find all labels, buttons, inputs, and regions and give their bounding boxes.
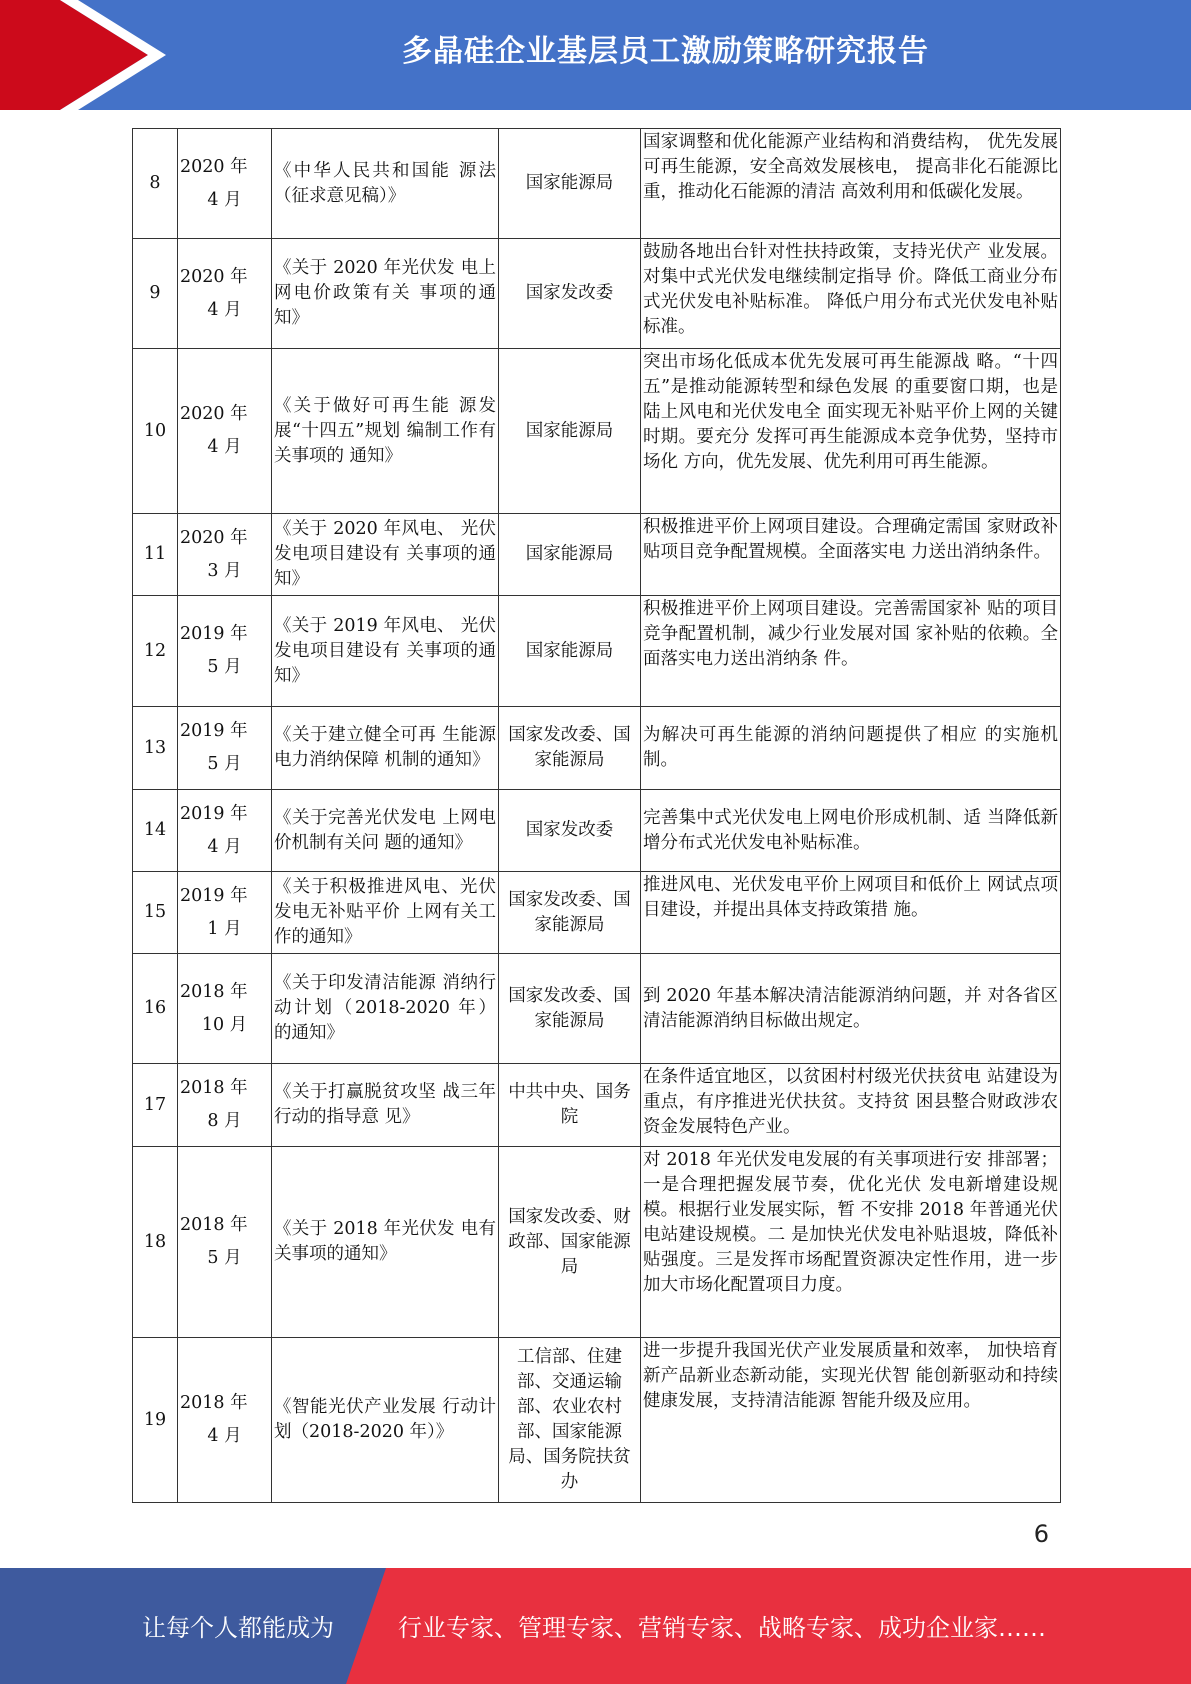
cell-document: 《关于印发清洁能源 消纳行动计划（2018-2020 年）的通知》 (272, 954, 499, 1064)
cell-number: 13 (133, 707, 178, 790)
cell-number: 19 (133, 1338, 178, 1503)
date-month: 5 月 (207, 657, 242, 677)
cell-date (178, 872, 272, 954)
cell-issuer: 国家发改委、财政部、国家能源局 (499, 1147, 641, 1338)
date-month: 4 月 (207, 437, 242, 457)
cell-date (178, 349, 272, 514)
cell-content: 完善集中式光伏发电上网电价形成机制、适 当降低新增分布式光伏发电补贴标准。 (641, 790, 1061, 872)
cell-date (178, 954, 272, 1064)
table-row (133, 596, 1061, 707)
date-month: 8 月 (207, 1111, 242, 1131)
cell-content: 国家调整和优化能源产业结构和消费结构， 优先发展可再生能源，安全高效发展核电， 提高非化石能源比重，推动化石能源的清洁 高效利用和低碳化发展。 (641, 129, 1061, 239)
policy-table-container (132, 128, 1060, 1503)
cell-issuer: 国家发改委、国家能源局 (499, 954, 641, 1064)
cell-number: 16 (133, 954, 178, 1064)
cell-issuer: 中共中央、国务院 (499, 1064, 641, 1147)
date-month: 4 月 (207, 189, 242, 210)
page-header (0, 0, 1191, 110)
date-year: 2019 年 (180, 624, 248, 644)
date-year: 2020 年 (180, 266, 248, 287)
cell-issuer: 国家能源局 (499, 349, 641, 514)
cell-number: 12 (133, 596, 178, 707)
cell-number: 17 (133, 1064, 178, 1147)
cell-document: 《智能光伏产业发展 行动计划（2018-2020 年）》 (272, 1338, 499, 1503)
table-row (133, 1338, 1061, 1503)
cell-content: 积极推进平价上网项目建设。完善需国家补 贴的项目竞争配置机制，减少行业发展对国 家补贴的依赖。全面落实电力送出消纳条 件。 (641, 596, 1061, 707)
table-row (133, 239, 1061, 349)
table-row (133, 129, 1061, 239)
footer-slogan-left: 让每个人都能成为 (142, 1614, 334, 1642)
date-year: 2019 年 (180, 721, 248, 741)
cell-date (178, 790, 272, 872)
policy-table (132, 128, 1061, 1503)
date-year: 2019 年 (180, 803, 248, 824)
page-number: 6 (1033, 1520, 1049, 1548)
date-month: 4 月 (207, 299, 242, 320)
date-year: 2018 年 (180, 981, 248, 1002)
date-month: 4 月 (207, 836, 242, 857)
cell-number: 18 (133, 1147, 178, 1338)
cell-issuer: 国家能源局 (499, 129, 641, 239)
cell-content: 到 2020 年基本解决清洁能源消纳问题，并 对各省区清洁能源消纳目标做出规定。 (641, 954, 1061, 1064)
cell-document: 《关于做好可再生能 源发展“十四五”规划 编制工作有关事项的 通知》 (272, 349, 499, 514)
cell-date (178, 239, 272, 349)
cell-date (178, 707, 272, 790)
cell-date (178, 1147, 272, 1338)
table-row (133, 790, 1061, 872)
date-month: 1 月 (207, 918, 242, 939)
cell-date (178, 1064, 272, 1147)
cell-issuer: 国家能源局 (499, 514, 641, 596)
cell-date (178, 514, 272, 596)
cell-date (178, 1338, 272, 1503)
table-row (133, 1147, 1061, 1338)
report-title: 多晶硅企业基层员工激励策略研究报告 (402, 34, 929, 69)
table-row (133, 707, 1061, 790)
date-year: 2018 年 (180, 1393, 248, 1413)
cell-content: 积极推进平价上网项目建设。合理确定需国 家财政补贴项目竞争配置规模。全面落实电 力送出消纳条件。 (641, 514, 1061, 596)
cell-date (178, 596, 272, 707)
date-year: 2020 年 (180, 404, 248, 424)
cell-number: 10 (133, 349, 178, 514)
date-month: 4 月 (207, 1426, 242, 1446)
cell-document: 《关于 2018 年光伏发 电有关事项的通知》 (272, 1147, 499, 1338)
table-row (133, 514, 1061, 596)
cell-content: 突出市场化低成本优先发展可再生能源战 略。“十四五”是推动能源转型和绿色发展 的重要窗口期，也是陆上风电和光伏发电全 面实现无补贴平价上网的关键时期。要充分 发挥可再生能源成本竞争优势，坚持市场化 方向，优先发展、优先利用可再生能源。 (641, 349, 1061, 514)
cell-issuer: 国家发改委 (499, 790, 641, 872)
cell-issuer: 国家能源局 (499, 596, 641, 707)
date-month: 10 月 (201, 1014, 248, 1035)
cell-issuer: 工信部、住建部、交通运输部、农业农村部、国家能源局、国务院扶贫办 (499, 1338, 641, 1503)
cell-date (178, 129, 272, 239)
cell-issuer: 国家发改委、国家能源局 (499, 707, 641, 790)
date-month: 5 月 (207, 754, 242, 774)
date-month: 5 月 (207, 1248, 242, 1268)
date-year: 2020 年 (180, 527, 248, 548)
table-row (133, 872, 1061, 954)
cell-number: 11 (133, 514, 178, 596)
cell-document: 《关于完善光伏发电 上网电价机制有关问 题的通知》 (272, 790, 499, 872)
cell-content: 对 2018 年光伏发电发展的有关事项进行安 排部署；一是合理把握发展节奏，优化光伏 发电新增建设规模。根据行业发展实际，暂 不安排 2018 年普通光伏电站建设规模。二 是加快光伏发电补贴退坡，降低补贴强度。三是发挥市场配置资源决定性作用，进一步 加大市场化配置项目力度。 (641, 1147, 1061, 1338)
cell-content: 为解决可再生能源的消纳问题提供了相应 的实施机制。 (641, 707, 1061, 790)
table-row (133, 1064, 1061, 1147)
cell-document: 《关于建立健全可再 生能源电力消纳保障 机制的通知》 (272, 707, 499, 790)
policy-table-body (133, 129, 1061, 1503)
cell-document: 《关于打赢脱贫攻坚 战三年行动的指导意 见》 (272, 1064, 499, 1147)
cell-number: 14 (133, 790, 178, 872)
cell-document: 《关于 2020 年风电、 光伏发电项目建设有 关事项的通知》 (272, 514, 499, 596)
date-year: 2020 年 (180, 156, 248, 177)
table-row (133, 349, 1061, 514)
cell-issuer: 国家发改委 (499, 239, 641, 349)
cell-content: 鼓励各地出台针对性扶持政策，支持光伏产 业发展。对集中式光伏发电继续制定指导 价。降低工商业分布式光伏发电补贴标准。 降低户用分布式光伏发电补贴标准。 (641, 239, 1061, 349)
date-year: 2019 年 (180, 885, 248, 906)
cell-document: 《关于 2019 年风电、 光伏发电项目建设有 关事项的通知》 (272, 596, 499, 707)
cell-document: 《关于积极推进风电、光伏发电无补贴平价 上网有关工作的通知》 (272, 872, 499, 954)
page-footer (0, 1568, 1191, 1684)
cell-document: 《中华人民共和国能 源法（征求意见稿）》 (272, 129, 499, 239)
cell-number: 9 (133, 239, 178, 349)
cell-content: 推进风电、光伏发电平价上网项目和低价上 网试点项目建设，并提出具体支持政策措 施。 (641, 872, 1061, 954)
cell-number: 8 (133, 129, 178, 239)
cell-issuer: 国家发改委、国家能源局 (499, 872, 641, 954)
cell-number: 15 (133, 872, 178, 954)
cell-document: 《关于 2020 年光伏发 电上网电价政策有关 事项的通知》 (272, 239, 499, 349)
footer-slogan-right: 行业专家、管理专家、营销专家、战略专家、成功企业家…… (398, 1614, 1046, 1642)
cell-content: 进一步提升我国光伏产业发展质量和效率， 加快培育新产品新业态新动能，实现光伏智 能创新驱动和持续健康发展，支持清洁能源 智能升级及应用。 (641, 1338, 1061, 1503)
date-year: 2018 年 (180, 1215, 248, 1235)
date-year: 2018 年 (180, 1078, 248, 1098)
date-month: 3 月 (207, 560, 242, 581)
table-row (133, 954, 1061, 1064)
cell-content: 在条件适宜地区，以贫困村村级光伏扶贫电 站建设为重点，有序推进光伏扶贫。支持贫 困县整合财政涉农资金发展特色产业。 (641, 1064, 1061, 1147)
